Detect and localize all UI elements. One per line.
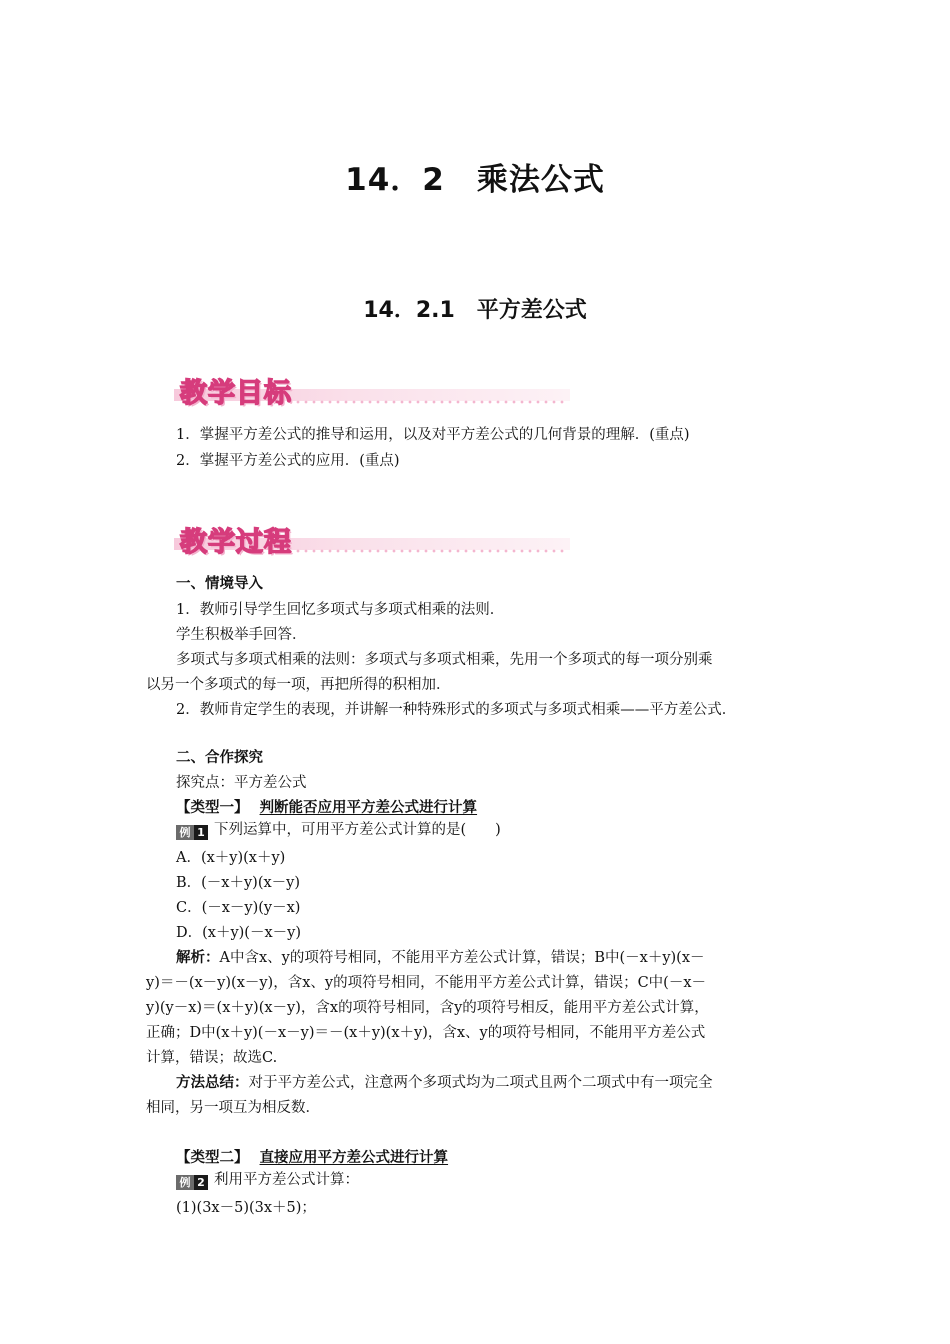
option-c: C．(－x－y)(y－x) [176,900,301,916]
paragraph-line: 1．教师引导学生回忆多项式与多项式相乘的法则． [176,602,505,618]
example-question [176,1170,359,1190]
type-title: 判断能否应用平方差公式进行计算 [259,800,478,816]
option-d: D．(x＋y)(－x－y) [176,925,301,941]
section-heading: 二、合作探究 [176,750,263,766]
teaching-goals-banner [174,373,570,407]
banner-label: 教学目标 [180,378,292,409]
example-badge: 例 [176,1175,194,1190]
section-heading: 一、情境导入 [176,576,263,592]
option-a: A．(x＋y)(x＋y) [176,850,286,866]
example-number: 2 [194,1175,208,1190]
banner-dots [294,548,564,554]
analysis-line: y)(y－x)＝(x＋y)(x－y)，含x的项符号相同，含y的项符号相反，能用平方差公式计算， [146,1000,709,1016]
summary-line [176,1073,713,1093]
banner-label: 教学过程 [180,527,292,558]
summary-label: 方法总结： [176,1075,249,1091]
example-item: (1)(3x－5)(3x＋5)； [176,1200,316,1216]
goal-item: 2．掌握平方差公式的应用．(重点) [176,453,400,469]
example-text: 利用平方差公式计算： [214,1172,359,1188]
example-number: 1 [194,825,208,840]
option-b: B．(－x＋y)(x－y) [176,875,301,891]
example-badge: 例 [176,825,194,840]
example-question [176,820,501,840]
type-title: 直接应用平方差公式进行计算 [259,1150,449,1166]
paragraph-line: 以另一个多项式的每一项，再把所得的积相加． [146,677,451,693]
example-text: 下列运算中，可用平方差公式计算的是( ) [214,822,501,838]
analysis-line [176,948,705,968]
banner-dots [294,399,564,405]
analysis-line: y)＝－(x－y)(x－y)，含x、y的项符号相同，不能用平方差公式计算，错误；C中(－x－ [146,975,707,991]
paragraph-line: 多项式与多项式相乘的法则：多项式与多项式相乘，先用一个多项式的每一项分别乘 [176,652,713,668]
summary-text: 对于平方差公式，注意两个多项式均为二项式且两个二项式中有一项完全 [248,1075,713,1091]
teaching-process-banner [174,522,570,556]
explore-point: 探究点：平方差公式 [176,775,307,791]
type-heading [176,798,477,818]
analysis-label: 解析： [176,950,220,966]
type-tag: 【类型一】 [176,800,249,816]
type-tag: 【类型二】 [176,1150,249,1166]
summary-line: 相同，另一项互为相反数． [146,1100,320,1116]
analysis-line: 计算，错误；故选C. [146,1050,278,1066]
analysis-text: A中含x、y的项符号相同，不能用平方差公式计算，错误；B中(－x＋y)(x－ [219,950,705,966]
goal-item: 1．掌握平方差公式的推导和运用，以及对平方差公式的几何背景的理解．(重点) [176,427,690,443]
analysis-line: 正确；D中(x＋y)(－x－y)＝－(x＋y)(x＋y)，含x、y的项符号相同，不能用平方差公式 [146,1025,706,1041]
section-subtitle: 14．2.1 平方差公式 [363,298,587,323]
page-title: 14．2 乘法公式 [345,162,605,198]
type-heading [176,1148,448,1168]
paragraph-line: 学生积极举手回答． [176,627,307,643]
paragraph-line: 2．教师肯定学生的表现，并讲解一种特殊形式的多项式与多项式相乘——平方差公式． [176,702,737,718]
